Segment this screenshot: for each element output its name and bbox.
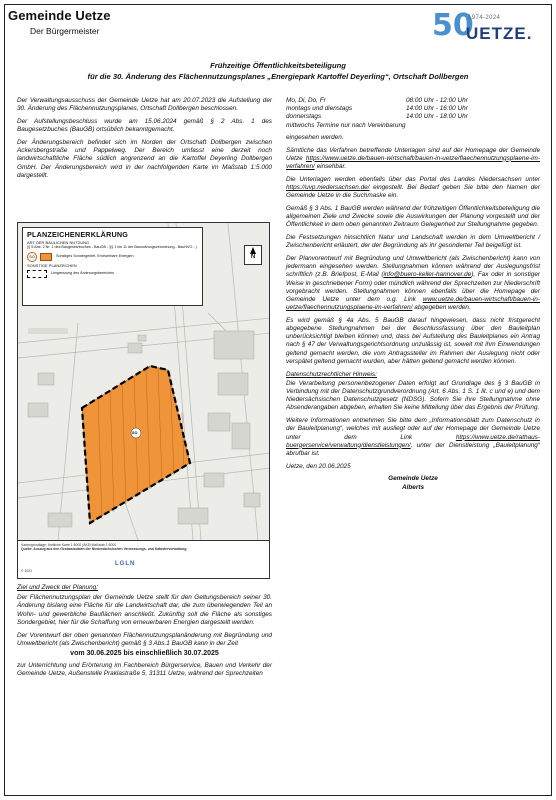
paragraph-portal	[286, 176, 540, 201]
north-label: N	[250, 254, 256, 260]
hours-time: 14:00 Uhr - 18:00 Uhr	[406, 113, 468, 121]
paragraph-planvorentwurf	[286, 255, 540, 312]
map-foot-line2: Quelle: Auszug aus den Geobasisdaten der Niedersächsischen Vermessungs- und Katasterverwaltung,	[21, 547, 188, 552]
text: Sämtliche das Verfahren betreffende Unterlagen sind auf der Homepage der Gemeinde Uetze	[286, 146, 540, 162]
legend-row-so	[27, 252, 198, 262]
section-heading: Ziel und Zweck der Planung:	[17, 584, 98, 591]
signature-org: Gemeinde Uetze	[388, 475, 438, 483]
link-datenschutz[interactable]: https://www.uetze.de/rathaus-buergerservice/verwaltung/dienstleistungen/	[286, 433, 540, 449]
lgln-logo: LGLN	[115, 561, 136, 567]
date-range: vom 30.06.2025 bis einschließlich 30.07.2025	[70, 649, 219, 657]
logo-name: UETZE.	[466, 24, 533, 43]
text: Der Planvorentwurf mit Begründung und Umweltbericht (als Zwischenbericht) kann von jedermann eingesehen werden. Stellungnahmen können während der Auslegungsfrist schriftlich (z.B. Briefpost, E-Mail (	[286, 254, 540, 279]
paragraph: Es wird gemäß § 4a Abs. 5 BauGB darauf hingewiesen, dass nicht fristgerecht abgegebene Stellungnahmen bei der Beschlussfassung über den Bauleitplan unberücksichtigt bleiben können und, dass bei Aufstellung des Bauleitplanes ein Antrag nach § 47 der Verwaltungsgerichtsordnung unzulässig ist, soweit mit ihm Einwendungen geltend gemacht werden, die vom Antragssteller im Rahmen der Auslegung nicht oder verspätet geltend gemacht wurden, aber hätten geltend gemacht werden können.	[286, 316, 540, 365]
map-legend	[22, 227, 203, 306]
hours-day: montags und dienstags	[286, 105, 353, 113]
plan-map	[17, 222, 270, 579]
link-uvp-portal[interactable]: https://uvp.niedersachsen.de/	[286, 183, 370, 191]
link-verfahren[interactable]: www.uetze.de/bauen-wirtschaft/bauen-in-uetze/flaechennutzungsplaene-im-verfahren/	[286, 295, 540, 312]
legend-boundary-symbol	[27, 270, 47, 278]
header	[8, 8, 111, 37]
so-marker-label: SO	[132, 431, 138, 435]
hours-row	[286, 105, 540, 113]
map-foot-line1: Kartengrundlage: Amtliche Karte 1:5000 (AK5) Maßstab 1:5000	[21, 543, 117, 547]
map-footer	[18, 540, 269, 579]
logo-years: 1974-2024	[468, 15, 501, 21]
notice-title: Frühzeitige Öffentlichkeitsbeteiligung	[210, 61, 346, 70]
map-foot-year: © 2021	[21, 569, 32, 573]
paragraph: Die Verarbeitung personenbezogener Daten erfolgt auf Grundlage des § 3 BauGB in Verbindung mit der Datenschutzgrundverordnung (Art. 6 Abs. 1 S. 1 lit. c und e) und dem Niedersächsischen Datenschutzgesetz (NDSG). Sofern Sie ihre Stellungnahme ohne Absenderangaben abgeben, erhalten Sie keine Mitteilung über das Ergebnis der Prüfung.	[286, 379, 540, 412]
paragraph: Der Flächennutzungsplan der Gemeinde Uetze stellt für den Geltungsbereich seiner 30. Änderung bislang eine Fläche für die Landwirtschaft dar, die zum überwiegenden Teil an Wohn- und gewerbliche Bauflächen anschließt. Zukünftig soll die Fläche als sonstiges Sondergebiet, hier für die Schaffung von erneuerbaren Energien dargestellt werden.	[17, 594, 272, 626]
map-rails	[28, 328, 68, 334]
text: Die Unterlagen werden ebenfalls über das Portal des Landes Niedersachsen unter	[286, 175, 540, 183]
north-arrow-icon	[250, 247, 256, 254]
org-name: Gemeinde Uetze	[8, 8, 111, 23]
office-hours	[286, 97, 540, 130]
legend-so-symbol: SO	[27, 252, 37, 262]
legend-boundary-text: Umgrenzung des Änderungsbereiches	[51, 271, 114, 276]
hours-note: mittwochs Termine nur nach Vereinbarung	[286, 121, 406, 129]
left-column	[17, 97, 272, 184]
hours-day: donnerstags	[286, 113, 322, 121]
paragraph: Die Festsetzungen hinsichtlich Natur und Landschaft werden in dem Umweltbericht / Zwischenbericht erläutert, der der Begründung als ihr gesonderter Teil beigefügt ist.	[286, 234, 540, 250]
paragraph-weitere	[286, 417, 540, 458]
paragraph-unterlagen	[286, 147, 540, 172]
org-subtitle: Der Bürgermeister	[30, 25, 100, 36]
north-arrow	[244, 245, 262, 265]
text: , unter der Dienstleistung „Bauleitplanung“ abrufbar ist.	[286, 441, 540, 457]
left-column-lower	[17, 584, 272, 683]
hours-row	[286, 97, 540, 105]
paragraph: Gemäß § 3 Abs. 1 BauGB werden während der frühzeitigen Öffentlichkeitsbeteiligung die allgemeinen Ziele und Zwecke sowie die Auswirkungen der Planung vorgestellt und der Öffentlichkeit in dem oben genannten Zeitraum Gelegenheit zur Stellungnahme gegeben.	[286, 204, 540, 229]
date-line: Uetze, den 20.06.2025	[286, 462, 351, 470]
notice-subtitle: für die 30. Änderung des Flächennutzungsplanes „Energiepark Kartoffel Deyerling“, Ortschaft Dollbergen	[87, 72, 469, 81]
logo-number: 50	[432, 8, 474, 43]
text: eingestellt. Bei Bedarf geben Sie bitte den Namen der Gemeinde Uetze in die Suchmaske ein.	[286, 183, 540, 200]
legend-row-boundary	[27, 270, 198, 278]
legend-art: ART DER BAULICHEN NUTZUNG	[27, 240, 90, 245]
paragraph: zur Unterrichtung und Erörterung im Fachbereich Bürgerservice, Bauen und Verkehr der Gemeinde Uetze, Außenstelle Praklastraße 5, 31311 Uetze, während der Sprechzeiten	[17, 661, 272, 678]
hours-time: 08:00 Uhr - 12:00 Uhr	[406, 97, 468, 104]
paragraph: Der Vorentwurf der oben genannten Flächennutzungsplanänderung mit Begründung und Umweltbericht (als Zwischenbericht) gemäß § 3 Abs.1 BauGB kann in der Zeit	[17, 631, 272, 647]
legend-swatch	[40, 253, 52, 261]
legend-title: PLANZEICHENERKLÄRUNG	[27, 230, 129, 239]
link-homepage[interactable]: https://www.uetze.de/bauen-wirtschaft/bauen-in-uetze/flaechennutzungsplaene-im-verfahren/	[286, 154, 540, 170]
section-heading: Datenschutzrechtlicher Hinweis:	[286, 370, 377, 378]
hours-time: 14:00 Uhr - 16:00 Uhr	[406, 105, 468, 113]
uetze-logo	[432, 10, 542, 46]
hours-row	[286, 113, 540, 121]
paragraph: eingesehen werden.	[286, 133, 344, 141]
text: Weitere Informationen entnehmen Sie bitte dem „Informationsblatt zum Datenschutz in der Bauleitplanung“, welches mit ausliegt oder auf der Homepage der Gemeinde Uetze unter dem Link	[286, 417, 540, 441]
legend-so-text: Sonstiges Sondergebiet, Erneuerbare Energien	[56, 254, 134, 259]
paragraph: Der Verwaltungsausschuss der Gemeinde Uetze hat am 20.07.2023 die Aufstellung der 30. Änderung des Flächennutzungsplanes, Ortschaft Dollbergen beschlossen.	[17, 97, 272, 113]
hours-day: Mo, Di, Do, Fr	[286, 97, 326, 104]
right-column	[286, 97, 540, 496]
paragraph: Der Änderungsbereich befindet sich im Norden der Ortschaft Dollbergen zwischen Ackersbergstraße und Pappelweg. Der Bereich umfasst eine derzeit noch landwirtschaftliche Fläche südlich angrenzend an die Kartoffel Deyerling Dollbergen GmbH. Der Änderungsbereich wird in der nachfolgenden Karte im Maßstab 1:5.000 dargestellt.	[17, 138, 272, 179]
signature-name: Alberts	[401, 483, 425, 491]
link-email[interactable]: info@buero-keller-hannover.de	[383, 271, 472, 279]
legend-art-sub: (§ 5 Abs. 2 Nr. 1 des Baugesetzbuches - BauGB - §§ 1 bis 11 der Baunutzungsverordnung - BauNVO - )	[27, 245, 197, 249]
legend-sonstige: SONSTIGE PLANZEICHEN	[27, 262, 77, 268]
paragraph: Der Aufstellungsbeschluss wurde am 15.06.2024 gemäß § 2 Abs. 1 des Baugesetzbuches (BauGB) ortsüblich bekanntgemacht.	[17, 117, 272, 134]
text: einsehbar.	[316, 162, 347, 170]
text: abgegeben werden.	[414, 304, 471, 312]
text: ), Fax oder in sonstiger Weise in geschriebener Form) oder mündlich während der Sprechzeiten zur Niederschrift vorgebracht werden. Stellungnahmen können ebenfalls über die Homepage der Gemeinde Uetze unter dem o.g. Link	[286, 271, 540, 303]
